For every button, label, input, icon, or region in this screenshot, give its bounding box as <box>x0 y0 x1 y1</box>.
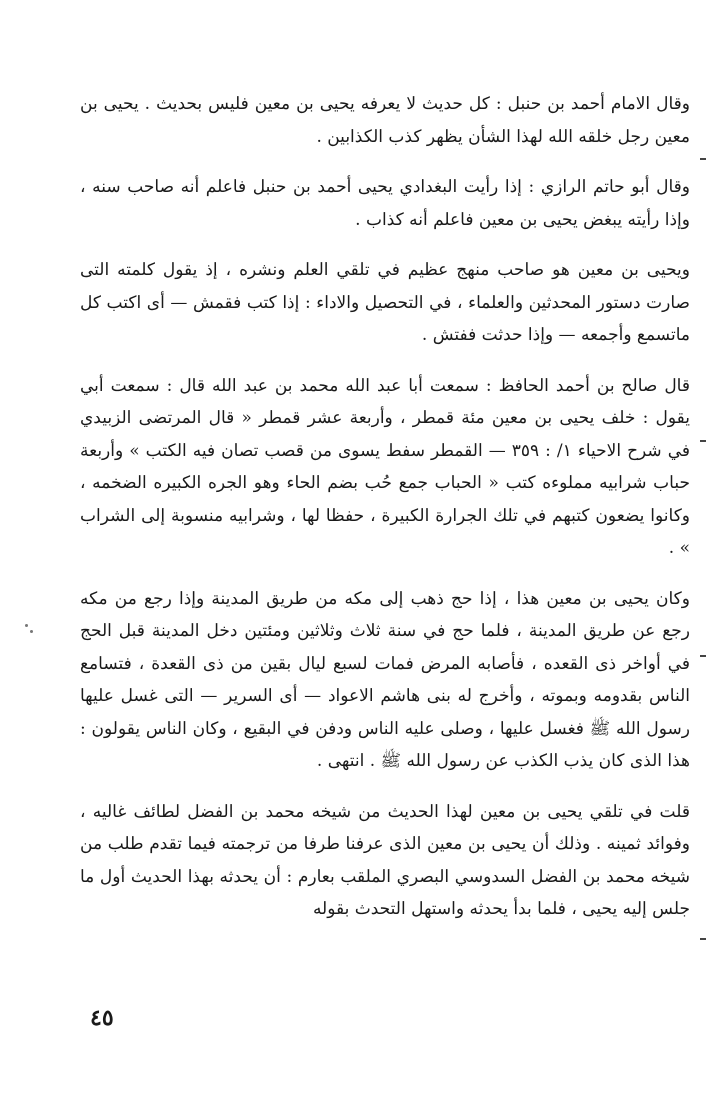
margin-speck <box>25 624 28 627</box>
margin-mark <box>700 655 706 657</box>
paragraph-abu-hatim: وقال أبو حاتم الرازي : إذا رأيت البغدادي يحيى أحمد بن حنبل فاعلم أنه صاحب سنه ، وإذا رأيته يبغض يحيى بن معين فاعلم أنه كذاب . <box>80 177 690 230</box>
margin-mark <box>700 440 706 442</box>
paragraph-hadith-reception: قلت في تلقي يحيى بن معين لهذا الحديث من شيخه محمد بن الفضل لطائف غاليه ، وفوائد ثمينه . وذلك أن يحيى بن معين الذى عرفنا طرفا من ترجمته فيما تقدم طلب من شيخه محمد بن الفضل السدوسي البصري الملقب بعارم : أن يحدثه بهذا الحديث أول ما جلس إليه يحيى ، فلما بدأ يحدثه واستهل التحدث بقوله <box>80 801 690 919</box>
paragraph-ibn-hanbal: وقال الامام أحمد بن حنبل : كل حديث لا يعرفه يحيى بن معين فليس بحديث . يحيى بن معين رجل خلقه الله لهذا الشأن يظهر كذب الكذابين . <box>80 94 690 147</box>
margin-mark <box>700 158 706 160</box>
paragraph-death: وكان يحيى بن معين هذا ، إذا حج ذهب إلى مكه من طريق المدينة وإذا رجع من مكه رجع عن طريق المدينة ، فلما حج في سنة ثلاث وثلاثين ومئتين دخل المدينة قبل الحج في أواخر ذى القعده ، فأصابه المرض فمات لسبع ليال بقين من ذى القعدة ، فتسامع الناس بقدومه وبموته ، وأخرج له بنى هاشم الاعواد — أى السرير — التى غسل عليها رسول الله ﷺ فغسل عليها ، وصلى عليه الناس ودفن في البقيع ، وكان الناس يقولون : هذا الذى كان يذب الكذب عن رسول الله ﷺ . انتهى . <box>80 588 690 771</box>
paragraph-salih: قال صالح بن أحمد الحافظ : سمعت أبا عبد الله محمد بن عبد الله قال : سمعت أبي يقول : خلف يحيى بن معين مئة قمطر ، وأربعة عشر قمطر « قال المرتضى الزبيدي في شرح الاحياء ١/ : ٣٥٩ — القمطر سفط يسوى من قصب تصان فيه الكتب » وأربعة حباب شرابيه مملوءه كتب « الحباب جمع حُب بضم الحاء وهو الجره الكبيره الضخمه ، وكانوا يضعون كتبهم في تلك الجرارة الكبيرة ، حفظا لها ، وشرابيه منسوبة إلى الشراب » . <box>80 375 690 558</box>
margin-speck <box>30 630 33 633</box>
margin-mark <box>700 938 706 940</box>
page-number: ٤٥ <box>90 1005 114 1031</box>
paragraph-method: ويحيى بن معين هو صاحب منهج عظيم في تلقي العلم ونشره ، إذ يقول كلمته التى صارت دستور المحدثين والعلماء ، في التحصيل والاداء : إذا كتب فقمش — أى اكتب كل ماتسمع وأجمعه — وإذا حدثت ففتش . <box>80 260 690 345</box>
page-body <box>80 88 690 926</box>
